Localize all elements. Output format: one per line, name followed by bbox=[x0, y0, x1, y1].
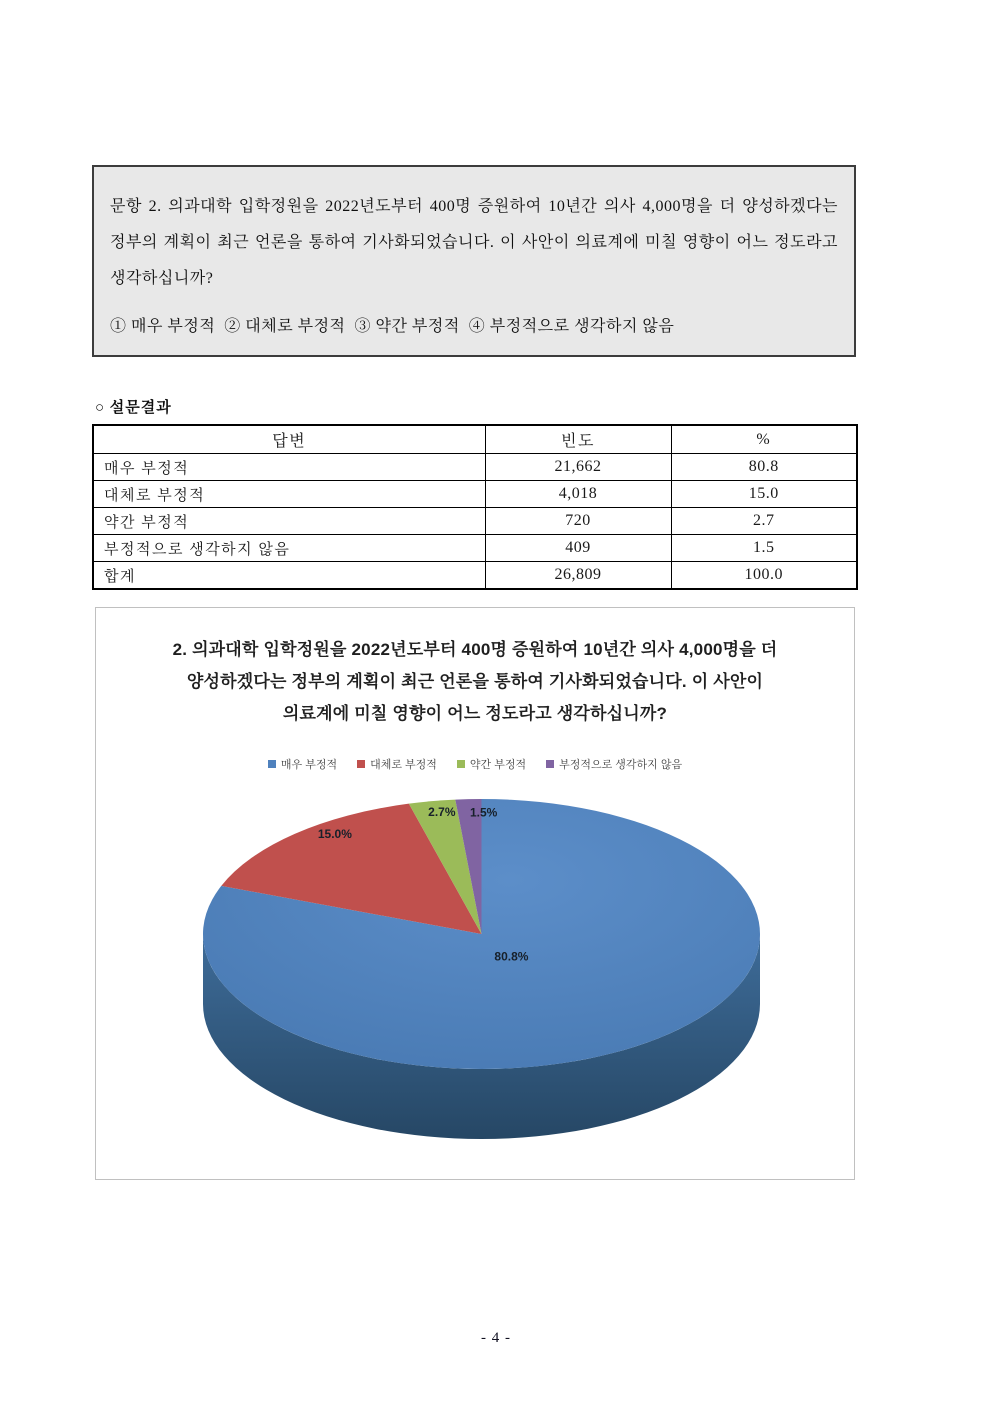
table-cell: 4,018 bbox=[485, 481, 671, 508]
table-cell: 21,662 bbox=[485, 454, 671, 481]
results-table bbox=[92, 424, 858, 590]
legend-item bbox=[268, 756, 337, 772]
chart-title-line: 양성하겠다는 정부의 계획이 최근 언론을 통하여 기사화되었습니다. 이 사안이 bbox=[186, 672, 764, 691]
chart-title-line: 의료계에 미칠 영향이 어느 정도라고 생각하십니까? bbox=[282, 704, 668, 723]
pie-data-label: 80.8% bbox=[494, 949, 529, 964]
legend-item bbox=[546, 756, 682, 772]
legend-item bbox=[457, 756, 526, 772]
chart-title bbox=[126, 634, 824, 730]
table-cell: 합계 bbox=[93, 562, 485, 590]
table-cell: 15.0 bbox=[671, 481, 857, 508]
table-row bbox=[93, 481, 857, 508]
table-cell: 부정적으로 생각하지 않음 bbox=[93, 535, 485, 562]
question-box bbox=[92, 165, 856, 357]
table-cell: 26,809 bbox=[485, 562, 671, 590]
pie-data-label: 2.7% bbox=[428, 804, 456, 819]
legend-item bbox=[357, 756, 437, 772]
table-cell: 2.7 bbox=[671, 508, 857, 535]
table-cell: 매우 부정적 bbox=[93, 454, 485, 481]
results-table-head bbox=[93, 425, 857, 454]
table-row bbox=[93, 535, 857, 562]
question-options: ① 매우 부정적 ② 대체로 부정적 ③ 약간 부정적 ④ 부정적으로 생각하지 않음 bbox=[110, 318, 675, 335]
table-cell: 대체로 부정적 bbox=[93, 481, 485, 508]
page-number: - 4 - bbox=[481, 1330, 511, 1346]
table-header-cell: % bbox=[671, 425, 857, 454]
table-header-cell: 빈도 bbox=[485, 425, 671, 454]
table-cell: 약간 부정적 bbox=[93, 508, 485, 535]
chart-title-line: 2. 의과대학 입학정원을 2022년도부터 400명 증원하여 10년간 의사 4,000명을 더 bbox=[172, 640, 778, 659]
table-row bbox=[93, 454, 857, 481]
results-table-body bbox=[93, 454, 857, 590]
table-row bbox=[93, 508, 857, 535]
chart-legend bbox=[96, 756, 854, 772]
table-cell: 1.5 bbox=[671, 535, 857, 562]
legend-label: 대체로 부정적 bbox=[370, 759, 437, 771]
legend-marker-icon bbox=[457, 760, 465, 768]
legend-label: 매우 부정적 bbox=[280, 759, 338, 771]
legend-marker-icon bbox=[546, 760, 554, 768]
legend-marker-icon bbox=[268, 760, 276, 768]
table-header-cell: 답변 bbox=[93, 425, 485, 454]
pie-data-label: 1.5% bbox=[470, 805, 498, 820]
table-cell: 100.0 bbox=[671, 562, 857, 590]
question-text: 문항 2. 의과대학 입학정원을 2022년도부터 400명 증원하여 10년간 의사 4,000명을 더 양성하겠다는 정부의 계획이 최근 언론을 통하여 기사화되었습니다. 이 사안이 의료계에 미칠 영향이 어느 정도라고 생각하십니까? bbox=[110, 198, 838, 287]
legend-marker-icon bbox=[357, 760, 365, 768]
table-row bbox=[93, 562, 857, 590]
legend-label: 부정적으로 생각하지 않음 bbox=[559, 759, 683, 771]
pie-data-label: 15.0% bbox=[317, 826, 352, 841]
results-section-label: ○ 설문결과 bbox=[95, 400, 172, 416]
table-cell: 80.8 bbox=[671, 454, 857, 481]
table-cell: 720 bbox=[485, 508, 671, 535]
legend-label: 약간 부정적 bbox=[469, 759, 527, 771]
chart-box bbox=[95, 607, 855, 1180]
table-cell: 409 bbox=[485, 535, 671, 562]
